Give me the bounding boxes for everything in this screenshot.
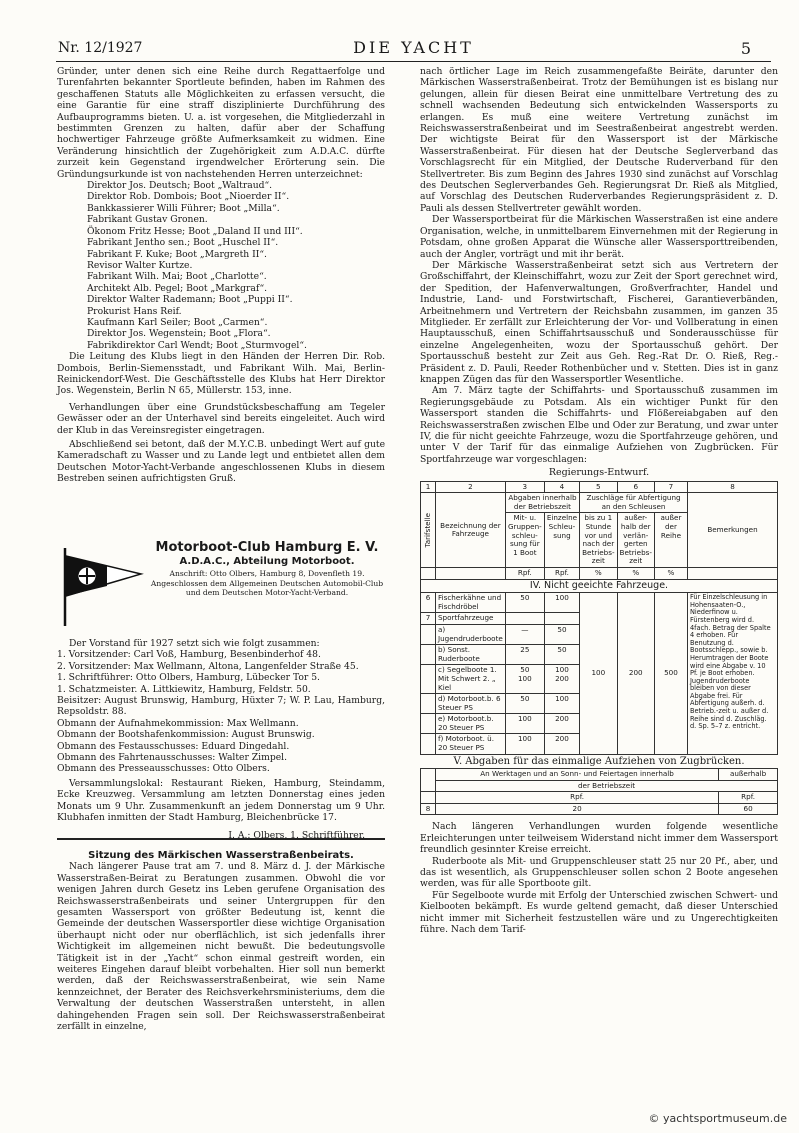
section-iv-title: IV. Nicht geeichte Fahrzeuge. (421, 579, 778, 593)
unit-cell: Rpf. (719, 792, 778, 804)
board-item: Obmann der Bootshafenkommission: August Brunswig. (57, 729, 315, 741)
mitschleusung-header: Mit- u. Gruppen-schleu-sung für 1 Boot (505, 513, 544, 568)
table-row (421, 803, 778, 815)
unit-cell: Rpf. (436, 792, 719, 804)
sitzung-paragraph: Nach längerer Pause trat am 7. und 8. März d. J. der Märkische Wasserstraßen-Beirat zu Beratungen zusammen. Obwohl die vor wenigen Jahren durch Gesetz ins Leben gerufene Organisation des Reichswasserstraßenbeirats und seiner Untergruppen für den gesamten Wassersport von größter Bedeutung ist, kennt die Gemeinde der deutschen Wassersportler diese wichtige Organisation überhaupt nicht oder nur oberflächlich, ist sich jedenfalls ihrer Wichtigkeit im allgemeinen nicht bewußt. Die bedeutungsvolle Tätigkeit ist in der „Yacht“ schon einmal gestreift worden, ein weiteres Eingehen darauf bleibt vorbehalten. Hier soll nun bemerkt werden, daß der Reichswasserstraßenbeirat, wie sein Name kennzeichnet, der Berater des Reichsverkehrsministeriums, dem die Verwaltung der deutschen Wasserstraßen untersteht, in allen dahingehenden Fragen sein soll. Der Reichswasserstraßenbeirat zerfällt in einzelne, (57, 861, 385, 1033)
founder-item: Kaufmann Karl Seiler; Boot „Carmen“. (87, 316, 268, 328)
cell-einzel: 100 (544, 593, 579, 613)
row-label: a) Jugendruderboote (436, 624, 506, 644)
row-label: d) Motorboot.b. 6 Steuer PS (436, 694, 506, 714)
board-item: Obmann der Aufnahmekommission: Max Wellmann. (57, 717, 299, 729)
cell-zuschlag-2: 200 (617, 593, 654, 755)
intro-paragraph: Gründer, unter denen sich eine Reihe durch Regattaerfolge und Turenfahrten bekannter Sportleute befinden, haben im Rahmen des geschaffenen Statuts alle Möglichkeiten zu erfassen versucht, die eine Garantie für eine straff disziplinierte Durchführung des Aufbauprogramms bieten. U. a. ist vorgesehen, die Mitgliederzahl in bestimmten Grenzen zu halten, dafür aber der Schaffung hochwertiger Fahrzeuge größte Aufmerksamkeit zu widmen. Eine Veränderung hinsichtlich der Zugehörigkeit zum A.D.A.C. dürfte zurzeit kein Gegenstand irgendwelcher Erörterung sein. Die Gründungsurkunde ist von nachstehenden Herren unterzeichnet: (57, 66, 385, 180)
tariff-table (420, 481, 778, 755)
bemerkungen-header: Bemerkungen (687, 493, 777, 568)
board-item: Obmann des Presseausschusses: Otto Olbers. (57, 763, 270, 775)
club-heading-block (57, 540, 385, 635)
founder-item: Architekt Alb. Pegel; Boot „Markgraf“. (87, 282, 268, 294)
cell-innerhalb: 20 (436, 803, 719, 815)
cell-zuschlag-1: 100 (580, 593, 617, 755)
table-header-row (421, 769, 778, 781)
cell-einzel: 100 (544, 694, 579, 714)
table-colnum-row (421, 481, 778, 493)
page-header (58, 38, 769, 60)
ausser-reihe-header: außer der Reihe (654, 513, 687, 568)
sitzung-title: Sitzung des Märkischen Wasserstraßenbeirats. (88, 850, 354, 861)
board-item: 1. Schatzmeister. A. Littkiewitz, Hamburg, Feldstr. 50. (57, 683, 311, 695)
units-row (421, 792, 778, 804)
cell-einzel: 100 200 (544, 665, 579, 694)
section-iv-row (421, 579, 778, 593)
header-rule (56, 61, 771, 62)
cell-mitschleusung: 50 100 (505, 665, 544, 694)
col-number: 7 (654, 481, 687, 493)
cell-einzel: 200 (544, 714, 579, 734)
founder-item: Fabrikant Gustav Gronen. (87, 214, 208, 226)
board-item: 2. Vorsitzender: Max Wellmann, Altona, Langenfelder Straße 45. (57, 660, 359, 672)
bezeichnung-header: Bezeichnung der Fahrzeuge (436, 493, 506, 568)
ausserhalb-header: außer-halb der verlän-gerten Betriebs-zeit (617, 513, 654, 568)
ausserhalb-header: außerhalb (719, 769, 778, 781)
right-paragraph-2: Der Wassersportbeirat für die Märkischen Wasserstraßen ist eine andere Organisation, welche, in unmittelbarem Einvernehmen mit der Regierung in Potsdam, ohne großen Apparat die Wünsche aller Wassersporttreibenden, auch der Angler, vorträgt und mit ihr berät. (420, 214, 778, 260)
werktage-header: An Werktagen und an Sonn- und Feiertagen innerhalb (436, 769, 719, 781)
founder-item: Fabrikant Jentho sen.; Boot „Huschel II“. (87, 237, 279, 249)
club-name: Motorboot-Club Hamburg E. V. (155, 540, 379, 555)
cell-einzel: 200 (544, 734, 579, 754)
founder-item: Direktor Walter Rademann; Boot „Puppi II“. (87, 294, 293, 306)
row-number: 6 (421, 593, 436, 613)
unit-cell: % (654, 567, 687, 579)
club-address: Anschrift: Otto Olbers, Hamburg 8, Dovenfleth 19. (169, 569, 365, 578)
section-divider (57, 838, 385, 840)
row-number: 8 (421, 803, 436, 815)
row-number: 7 (421, 613, 436, 625)
board-item: 1. Vorsitzender: Carl Voß, Hamburg, Besenbinderhof 48. (57, 649, 321, 661)
table-row (421, 593, 778, 613)
magazine-title: DIE YACHT (353, 38, 474, 57)
club-board-section (57, 638, 385, 841)
einzelschleusung-header: Einzelne Schleu-sung (544, 513, 579, 568)
founder-item: Direktor Rob. Dombois; Boot „Nioerder II“. (87, 191, 290, 203)
leitung-paragraph: Die Leitung des Klubs liegt in den Händen der Herren Dir. Rob. Dombois, Berlin-Siemensstadt, und Fabrikant Wilh. Mai, Berlin-Reinickendorf-West. Die Geschäftsstelle des Klubs hat Herr Direktor Jos. Wegenstein, Berlin N 65, Müllerstr. 153, inne. (57, 351, 385, 397)
right-paragraph-5: Nach längeren Verhandlungen wurden folgende wesentliche Erleichterungen unter teilweisem Widerstand nicht immer dem Wassersport freundlich gesinnter Kreise erreicht. (420, 821, 778, 856)
cell-mitschleusung: 100 (505, 734, 544, 754)
watermark: © yachtsportmuseum.de (648, 1112, 787, 1125)
table-title: Regierungs-Entwurf. (548, 467, 650, 479)
club-subtitle: A.D.A.C., Abteilung Motorboot. (179, 556, 355, 567)
remarks-cell: Für Einzelschleusung in Hohensaaten-O., Niederfinow u. Fürstenberg wird d. 4fach. Betrag der Spalte 4 erhoben. Für Benutzung d. Bootsschlepp., sowie b. Herumtragen der Boote wird eine Abgabe v. 10 Pf. je Boot erhoben. Jugendruderboote bleiben von dieser Abgabe frei. Für Abfertigung außerh. d. Betrieb.-zeit u. außer d. Reihe sind d. Zuschläg. d. Sp. 5–7 z. entricht. (687, 593, 777, 755)
col-number: 8 (687, 481, 777, 493)
club-flag-icon (57, 544, 145, 628)
col-number: 4 (544, 481, 579, 493)
unit-cell: Rpf. (505, 567, 544, 579)
founder-item: Prokurist Hans Reif. (87, 305, 182, 317)
bis-stunde-header: bis zu 1 Stunde vor und nach der Betriebs-zeit (580, 513, 617, 568)
sitzung-section (57, 850, 385, 1033)
cell-mitschleusung: 100 (505, 714, 544, 734)
founder-item: Fabrikdirektor Carl Wendt; Boot „Sturmvogel“. (87, 339, 307, 351)
col-number: 1 (421, 481, 436, 493)
founder-item: Fabrikant Wilh. Mai; Boot „Charlotte“. (87, 271, 267, 283)
abgaben-header: Abgaben innerhalb der Betriebszeit (505, 493, 579, 513)
founder-item: Direktor Jos. Deutsch; Boot „Waltraud“. (87, 180, 273, 192)
cell-einzel: 50 (544, 645, 579, 665)
zugbruecken-table (420, 768, 778, 815)
board-list (57, 649, 385, 774)
cell-mitschleusung: 50 (505, 593, 544, 613)
founders-list (87, 180, 385, 351)
unit-cell: Rpf. (544, 567, 579, 579)
row-label: Sportfahrzeuge (436, 613, 506, 625)
verhandlungen-paragraph: Verhandlungen über eine Grundstücksbeschaffung am Tegeler Gewässer oder an der Unterhavel sind bereits eingeleitet. Auch wird der Klub in das Vereinsregister eingetragen. (57, 401, 385, 436)
club-signature: I. A.: Olbers, 1. Schriftführer. (228, 829, 365, 841)
board-item: Obmann des Festausschusses: Eduard Dingedahl. (57, 740, 290, 752)
cell-ausserhalb: 60 (719, 803, 778, 815)
section-v-title: V. Abgaben für das einmalige Aufziehen von Zugbrücken. (453, 755, 745, 767)
cell-einzel: 50 (544, 624, 579, 644)
cell-mitschleusung: — (505, 624, 544, 644)
right-paragraph-1: nach örtlicher Lage im Reich zusammengefaßte Beiräte, darunter den Märkischen Wasserstraßenbeirat. Trotz der Bemühungen ist es bislang nur gelungen, allein für diesen Beirat eine unmittelbare Vertretung des zu schnell wachsenden Bedeutung sich entwickelnden Wassersports zu erlangen. Es muß eine weitere Vertretung zunächst im Reichswasserstraßenbeirat und im Seestraßenbeirat angestrebt werden. Der wichtigste Beirat für den Wassersport ist der Märkische Wasserstraßenbeirat. Für diesen hat der Deutsche Seglerverband das Vorschlagsrecht für ein Mitglied, der Deutsche Ruderverband für den Stellvertreter. Bis zum Beginn des Jahres 1930 sind zunächst auf Vorschlag des Deutschen Seglerverbandes Geh. Regierungsrat Dr. Rieß als Mitglied, auf Vorschlag des Deutschen Ruderverbandes Regierungspräsident z. D. Pauli als dessen Stellvertreter gewählt worden. (420, 66, 778, 214)
row-label: Fischerkähne und Fischdröbel (436, 593, 506, 613)
col-number: 6 (617, 481, 654, 493)
right-paragraph-7: Für Segelboote wurde mit Erfolg der Unterschied zwischen Schwert- und Kielbooten bekämpft. Es wurde geltend gemacht, daß dieser Unterschied nicht immer mit Sicherheit festzustellen wäre und zu Ungerechtigkeiten führe. Nach dem Tarif- (420, 889, 778, 936)
cell-zuschlag-3: 500 (654, 593, 687, 755)
betriebszeit-header: der Betriebszeit (436, 780, 778, 792)
founder-item: Fabrikant F. Kuke; Boot „Margreth II“. (87, 248, 267, 260)
board-item: 1. Schriftführer: Otto Olbers, Hamburg, Lübecker Tor 5. (57, 672, 320, 684)
col-number: 3 (505, 481, 544, 493)
right-column (420, 66, 778, 936)
page-number: 5 (740, 39, 751, 58)
tarifstelle-header (421, 493, 436, 568)
row-label: c) Segelboote 1. Mit Schwert 2. „ Kiel (436, 665, 506, 694)
col-number: 2 (436, 481, 506, 493)
founder-item: Bankkassierer Willi Führer; Boot „Milla“. (87, 202, 280, 214)
tarifstelle-label: Tarifstelle (422, 512, 432, 548)
board-intro: Der Vorstand für 1927 setzt sich wie folgt zusammen: (69, 638, 320, 649)
founder-item: Ökonom Fritz Hesse; Boot „Daland II und III“. (87, 225, 303, 237)
founder-item: Direktor Jos. Wegenstein; Boot „Flora“. (87, 328, 271, 340)
meeting-paragraph: Versammlungslokal: Restaurant Rieken, Hamburg, Steindamm, Ecke Kreuzweg. Versammlung am letzten Donnerstag eines jeden Monats um 9 Uhr. Zusammenkunft an jedem Donnerstag um 9 Uhr. Klubhafen inmitten der Stadt Hamburg, Bleichenbrücke 17. (57, 777, 385, 824)
unit-cell: % (580, 567, 617, 579)
abschliessend-paragraph: Abschließend sei betont, daß der M.Y.C.B. unbedingt Wert auf gute Kameradschaft zu Wasser und zu Lande legt und entbietet allen dem Deutschen Motor-Yacht-Verbande angeschlossenen Klubs in diesem Bestreben seinen aufrichtigsten Gruß. (57, 439, 385, 485)
cell-mitschleusung: 50 (505, 694, 544, 714)
right-paragraph-4: Am 7. März tagte der Schiffahrts- und Sportausschuß zusammen im Regierungsgebäude zu Potsdam. Als ein wichtiger Punkt für den Wassersport standen die Schiffahrts- und Flößereiabgaben auf den Reichswasserstraßen zwischen Elbe und Oder zur Beratung, und zwar unter IV, die für nicht geeichte Fahrzeuge, wozu die Sportfahrzeuge gehören, und unter V der Tarif für das einmalige Aufziehen von Zugbrücken. Für Sportfahrzeuge war vorgeschlagen: (420, 385, 778, 465)
issue-number: Nr. 12/1927 (58, 40, 143, 56)
cell-mitschleusung: 25 (505, 645, 544, 665)
board-item: Obmann des Fahrtenausschusses: Walter Zimpel. (57, 752, 288, 764)
left-column (57, 66, 385, 485)
row-label: b) Sonst. Ruderboote (436, 645, 506, 665)
table-header-row (421, 493, 778, 513)
row-label: e) Motorboot.b. 20 Steuer PS (436, 714, 506, 734)
col-number: 5 (580, 481, 617, 493)
club-association: Angeschlossen dem Allgemeinen Deutschen Automobil-Club und dem Deutschen Motor-Yacht-Verband. (150, 578, 384, 597)
right-paragraph-6: Ruderboote als Mit- und Gruppenschleuser statt 25 nur 20 Pf., aber, und das ist wesentlich, als Gruppenschleuser sollen schon 2 Boote angesehen werden, was für alle Sportboote gilt. (420, 855, 778, 890)
right-paragraph-3: Der Märkische Wasserstraßenbeirat setzt sich aus Vertretern der Großschiffahrt, der Kleinschiffahrt, wozu zur Zeit der Sport gerechnet wird, der Spedition, der Hafenverwaltungen, Großverfrachter, Handel und Industrie, Land- und Forstwirtschaft, Fischerei, Garantieverbänden, Arbeitnehmern und Vertretern der Reichsbahn zusammen, im ganzen 35 Mitglieder. Er zerfällt zur Erleichterung der Vor- und Vollberatung in einen Hauptausschuß, einen Schiffahrtsausschuß und Sonderausschüsse für einzelne Angelegenheiten, wozu der Sportausschuß gehört. Der Sportausschuß besteht zur Zeit aus Geh. Reg.-Rat Dr. O. Rieß, Reg.-Präsident z. D. Pauli, Reeder Rothenbücher und v. Stetten. Dies ist in ganz knappen Zügen das für den Wassersportler Wesentliche. (420, 259, 778, 385)
row-label: f) Motorboot. ü. 20 Steuer PS (436, 734, 506, 754)
board-item: Beisitzer: August Brunswig, Hamburg, Hüxter 7; W. P. Lau, Hamburg, Repsoldstr. 88. (57, 695, 385, 718)
club-text (149, 540, 385, 598)
units-row (421, 567, 778, 579)
founder-item: Revisor Walter Kurtze. (87, 259, 193, 271)
table-header-row (421, 780, 778, 792)
unit-cell: % (617, 567, 654, 579)
zuschlaege-header: Zuschläge für Abfertigung an den Schleusen (580, 493, 688, 513)
